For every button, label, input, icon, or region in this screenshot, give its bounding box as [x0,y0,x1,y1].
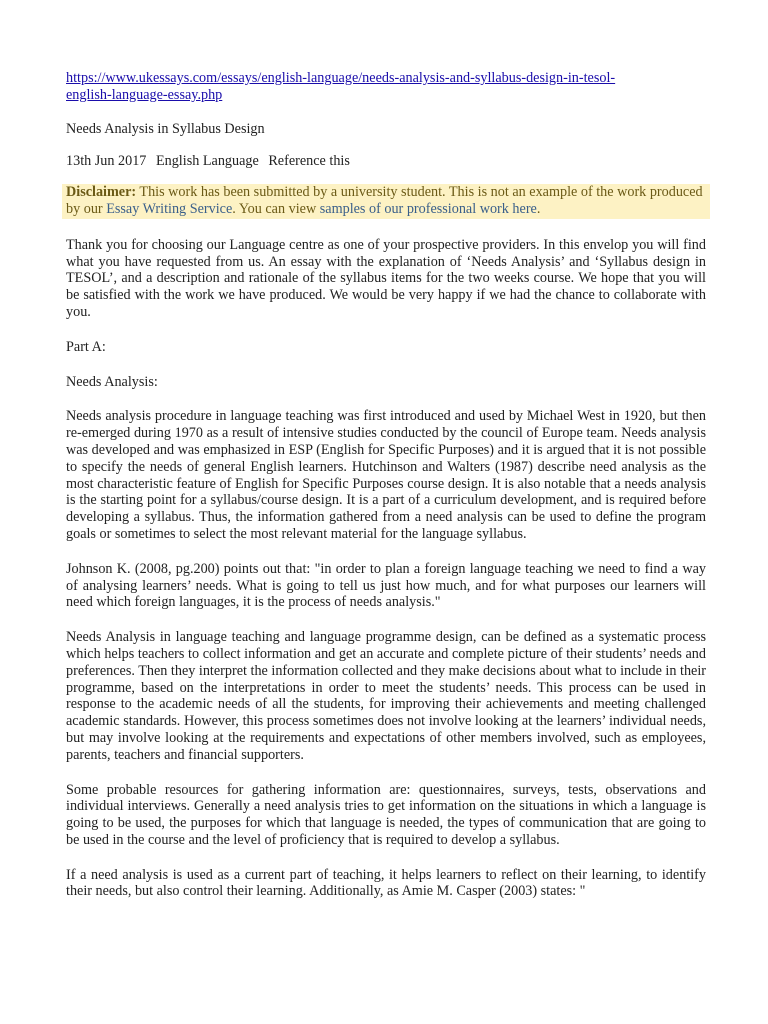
reference-link[interactable]: Reference this [268,153,350,170]
part-a-heading: Part A: [66,338,106,355]
disclaimer-label: Disclaimer: [66,184,137,201]
intro-paragraph: Thank you for choosing our Language centre as one of your prospective providers. In this envelop you will find what you have requested from us. An essay with the explanation of ‘Needs Analysis’ and ‘Syllabus design in TESOL’, and a description and rationale of the syllabus items for the two weeks course. We hope that you will be satisfied with the work we have produced. We would be very happy if we had the chance to collaborate with you. [66,236,706,320]
paragraph-2: Johnson K. (2008, pg.200) points out that: "in order to plan a foreign language teaching we need to find a way of analysing learners’ needs. What is going to tell us just how much, and for what purposes our learners will need which foreign languages, it is the process of needs analysis." [66,560,706,611]
document-page [66,70,706,900]
paragraph-3: Needs Analysis in language teaching and language programme design, can be defined as a systematic process which helps teachers to collect information and get an accurate and complete picture of their students’ needs and preferences. Then they interpret the information collected and they make decisions about what to include in their programme, based on the interpretations in order to meet the students’ needs. This process can be used in response to the academic needs of all the students, for improving their achievements and meeting challenged academic standards. However, this process sometimes does not involve looking at the learners’ individual needs, but may involve looking at the requirements and expectations of other members involved, such as employees, parents, teachers and financial supporters. [66,629,706,763]
article-category: English Language [155,153,259,170]
article-date: 13th Jun 2017 [66,153,147,170]
disclaimer-box [62,184,710,219]
disclaimer-text-1: This work has been submitted by a university student. This is not an example of the work produced by our [66,184,703,217]
essay-writing-service-link[interactable]: Essay Writing Service [106,200,233,217]
source-link[interactable] [66,70,706,104]
article-meta [66,153,706,170]
disclaimer-text-3: . [536,200,541,217]
needs-analysis-heading: Needs Analysis: [66,373,158,390]
source-link-line-1[interactable]: https://www.ukessays.com/essays/english-language/needs-analysis-and-syllabus-design-in-tesol- [66,70,616,86]
samples-link[interactable]: samples of our professional work here [319,200,537,217]
paragraph-5: If a need analysis is used as a current part of teaching, it helps learners to reflect on their learning, to identify their needs, but also control their learning. Additionally, as Amie M. Casper (2003) states: " [66,866,706,900]
source-link-line-2[interactable]: english-language-essay.php [66,86,223,103]
paragraph-4: Some probable resources for gathering information are: questionnaires, surveys, tests, observations and individual interviews. Generally a need analysis tries to get information on the situations in which a language is going to be used, the purposes for which that language is needed, the types of communication that are going to be used in the course and the level of proficiency that is required to develop a syllabus. [66,781,706,848]
disclaimer-text-2: . You can view [232,200,320,217]
paragraph-1: Needs analysis procedure in language teaching was first introduced and used by Michael West in 1920, but then re-emerged during 1970 as a result of intensive studies conducted by the council of Europe team. Needs analysis was developed and was emphasized in ESP (English for Specific Purposes) and it is argued that it is not possible to specify the needs of general English learners. Hutchinson and Walters (1987) describe need analysis as the most characteristic feature of English for Specific Purposes course design. It is also notable that a needs analysis is the starting point for a syllabus/course design. It is a part of a curriculum development, and is required before developing a syllabus. Thus, the information gathered from a need analysis can be used to define the program goals or sometimes to select the most relevant material for the language syllabus. [66,408,706,542]
article-title: Needs Analysis in Syllabus Design [66,120,265,137]
